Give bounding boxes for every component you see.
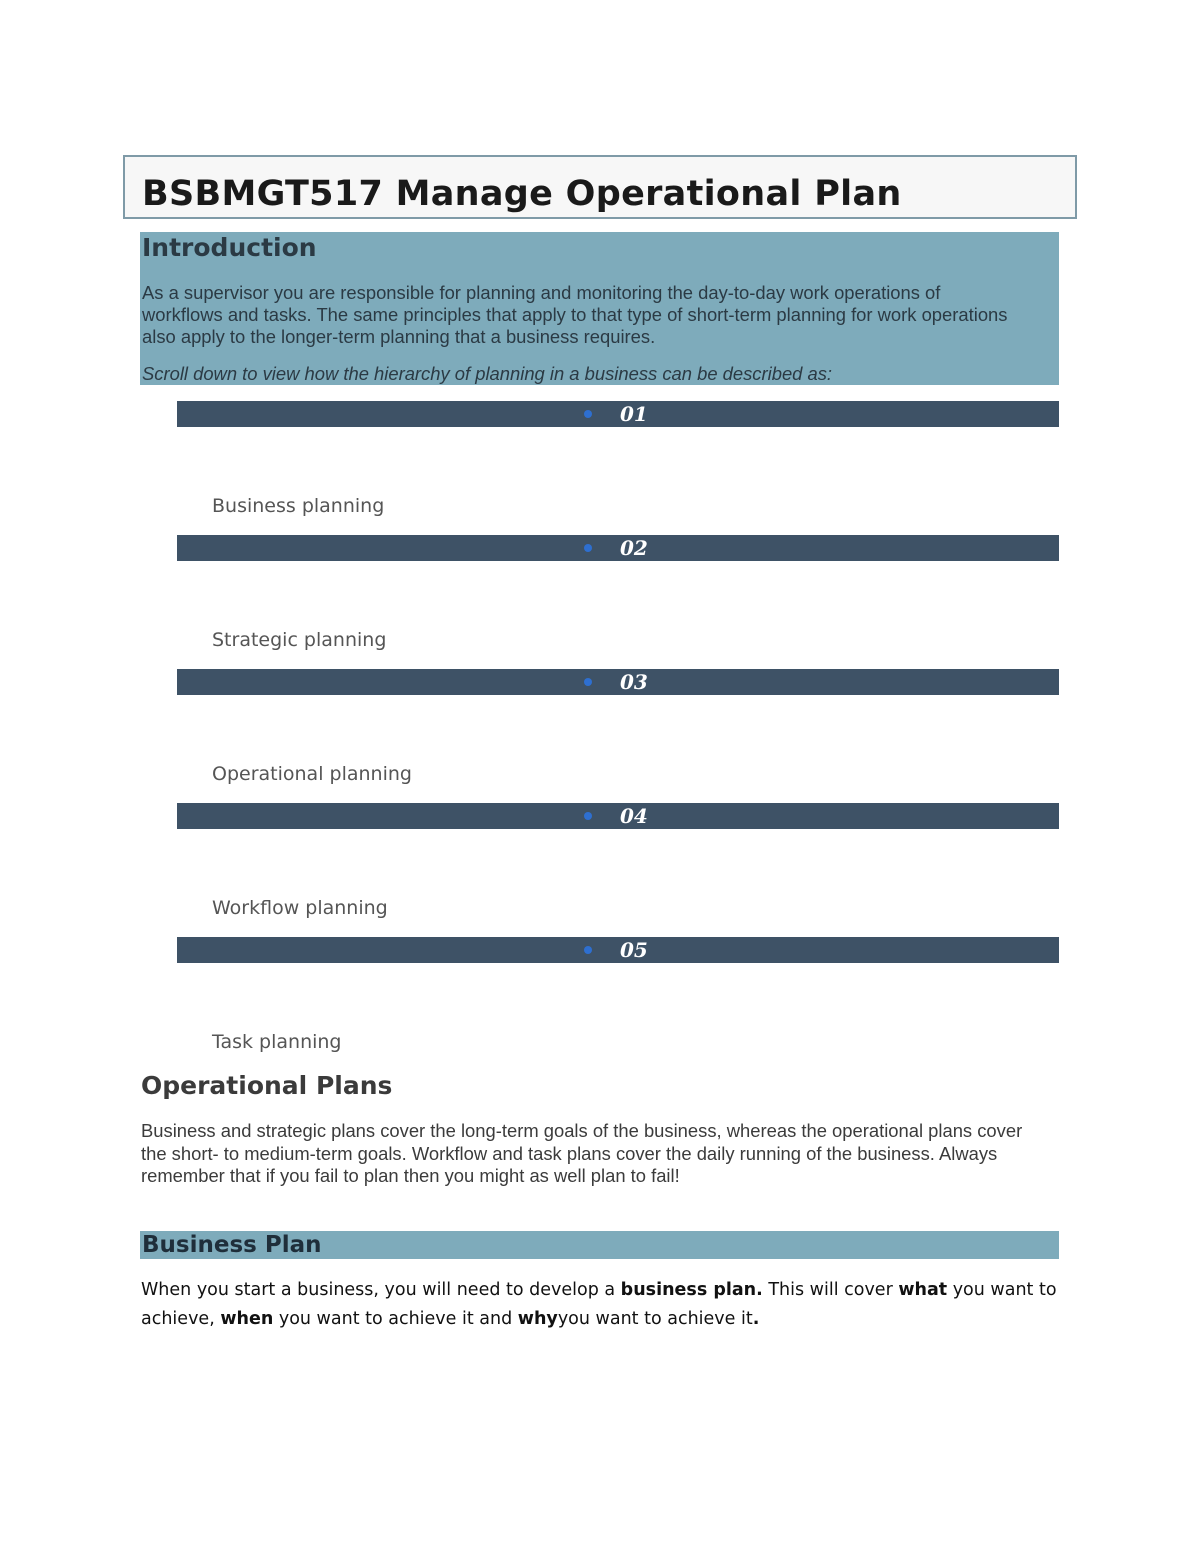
bold-run: why — [517, 1309, 558, 1329]
hierarchy-number: 01 — [620, 402, 648, 426]
text-run: This will cover — [762, 1280, 899, 1300]
bold-run: when — [220, 1309, 274, 1329]
document-title: BSBMGT517 Manage Operational Plan — [142, 174, 902, 214]
bold-run: business plan. — [620, 1280, 763, 1300]
hierarchy-bar-03 — [177, 669, 1059, 695]
business-plan-paragraph — [141, 1276, 1061, 1334]
hierarchy-label-operational: Operational planning — [212, 763, 412, 785]
text-run: you want to achieve, — [141, 1280, 1057, 1329]
hierarchy-number: 03 — [620, 670, 648, 694]
hierarchy-bar-05 — [177, 937, 1059, 963]
bullet-icon — [584, 410, 592, 418]
hierarchy-label-strategic: Strategic planning — [212, 629, 387, 651]
document-title-box — [123, 155, 1077, 219]
scroll-hint: Scroll down to view how the hierarchy of planning in a business can be described as: — [142, 363, 833, 384]
text-run: When you start a business, you will need to develop a — [141, 1280, 621, 1300]
hierarchy-bar-02 — [177, 535, 1059, 561]
hierarchy-number: 05 — [620, 938, 648, 962]
bold-run: what — [898, 1280, 948, 1300]
hierarchy-bar-01 — [177, 401, 1059, 427]
hierarchy-label-task: Task planning — [212, 1031, 342, 1053]
introduction-heading: Introduction — [142, 233, 317, 262]
bold-run: . — [752, 1309, 760, 1329]
text-run: you want to achieve it and — [273, 1309, 518, 1329]
operational-plans-paragraph: Business and strategic plans cover the long-term goals of the business, whereas the operational plans cover the short- to medium-term goals. Workflow and task plans cover the daily running of the business. Always remember that if you fail to plan then you might as well plan to fail! — [141, 1120, 1023, 1186]
introduction-section — [140, 232, 1059, 385]
hierarchy-bar-04 — [177, 803, 1059, 829]
hierarchy-number: 02 — [620, 536, 648, 560]
hierarchy-label-workflow: Workflow planning — [212, 897, 388, 919]
hierarchy-label-business: Business planning — [212, 495, 385, 517]
operational-plans-heading: Operational Plans — [141, 1071, 393, 1100]
bullet-icon — [584, 678, 592, 686]
hierarchy-number: 04 — [620, 804, 648, 828]
business-plan-section-bar — [140, 1231, 1059, 1259]
business-plan-heading: Business Plan — [142, 1232, 322, 1258]
bullet-icon — [584, 946, 592, 954]
bullet-icon — [584, 812, 592, 820]
bullet-icon — [584, 544, 592, 552]
introduction-paragraph: As a supervisor you are responsible for planning and monitoring the day-to-day work operations of workflows and tasks. The same principles that apply to that type of short-term planning for work operations also apply to the longer-term planning that a business requires. — [142, 282, 1008, 347]
text-run: you want to achieve it — [557, 1309, 753, 1329]
